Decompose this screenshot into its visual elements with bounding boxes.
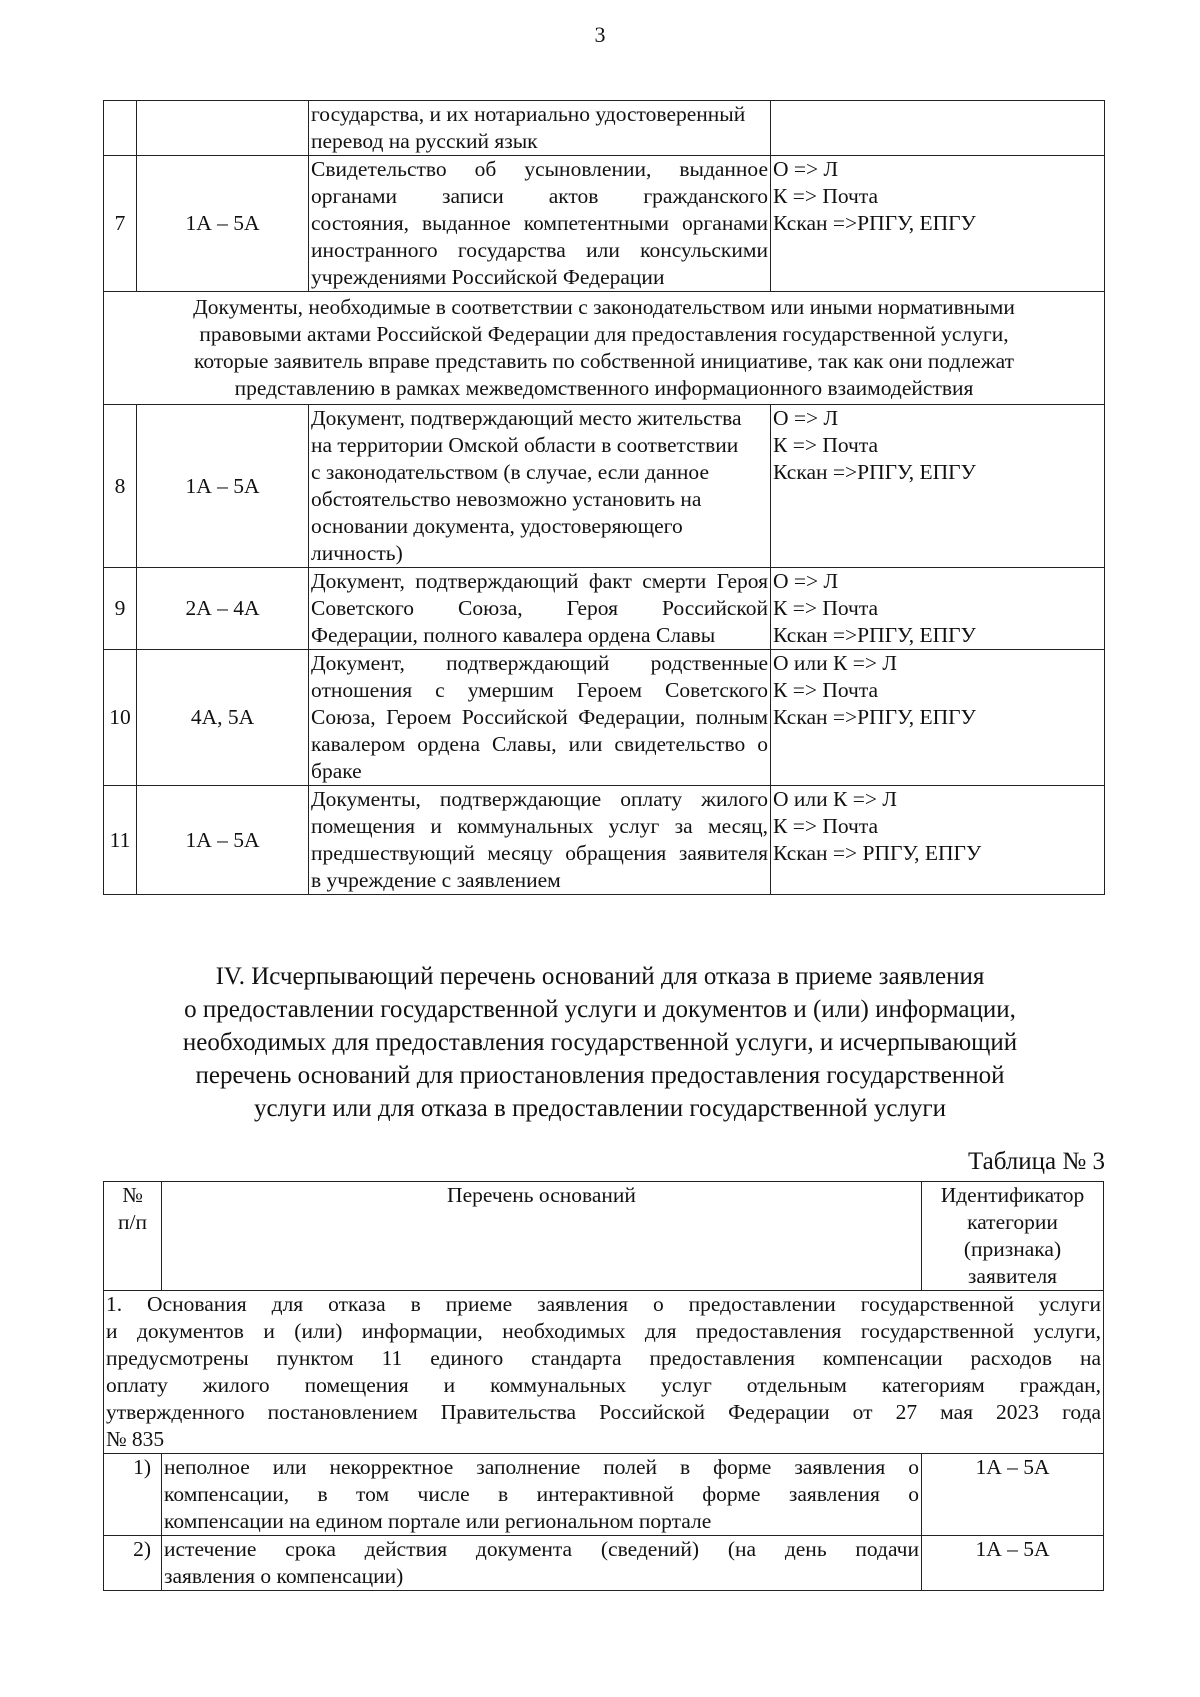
method-line: К => Почта [773,433,879,457]
method-line: О => Л [773,406,839,430]
description-line: с законодательством (в случае, если данное [311,460,709,484]
description-line: на территории Омской области в соответствии [311,433,739,457]
block-line: предусмотрены пунктом 11 единого стандарта предоставления компенсации расходов на [106,1346,1101,1370]
row-category: 1А – 5А [922,1536,1104,1591]
title-line: услуги или для отказа в предоставлении государственной услуги [253,1095,947,1122]
description-line: браке [311,759,362,783]
row-text-line: заявления о компенсации) [164,1564,404,1588]
table-row [104,786,1105,895]
table-row [104,405,1105,568]
row-number: 8 [104,405,137,568]
table-header-row [104,1182,1104,1291]
method-line: О или К => Л [773,651,897,675]
row-number: 9 [104,568,137,650]
block-row [104,1291,1104,1454]
description-line: обстоятельство невозможно установить на [311,487,702,511]
block-line: 1. Основания для отказа в приеме заявления о предоставлении государственной услуги [106,1292,1101,1316]
description-line: иностранного государства или консульскими [311,238,768,262]
row-number: 11 [104,786,137,895]
row-description [309,405,771,568]
row-number: 1) [104,1454,162,1536]
row-category: 1А – 5А [137,156,309,292]
description-line: Документ, подтверждающий родственные [311,651,768,675]
refusal-grounds-table [103,1181,1104,1591]
description-line: кавалером ордена Славы, или свидетельство о [311,732,768,756]
row-category: 1А – 5А [137,786,309,895]
title-line: необходимых для предоставления государственной услуги, и исчерпывающий [182,1029,1018,1056]
row-method-cell [771,101,1105,156]
row-category: 1А – 5А [922,1454,1104,1536]
header-line: категории [967,1210,1058,1234]
row-category-cell [137,101,309,156]
title-line: IV. Исчерпывающий перечень оснований для отказа в приеме заявления [215,963,985,990]
description-line: Свидетельство об усыновлении, выданное [311,157,768,181]
description-line: Советского Союза, Героя Российской [311,596,768,620]
block-line: и документов и (или) информации, необходимых для предоставления государственной услуги, [106,1319,1101,1343]
description-line: Федерации, полного кавалера ордена Славы [311,623,716,647]
row-text-line: компенсации, в том числе в интерактивной форме заявления о [164,1482,919,1506]
section-heading-line: которые заявитель вправе представить по собственной инициативе, так как они подлежат [193,349,1015,373]
row-description [309,786,771,895]
method-line: К => Почта [773,814,879,838]
row-text-line: истечение срока действия документа (сведений) (на день подачи [164,1537,919,1561]
description-line: государства, и их нотариально удостоверенный [311,102,746,126]
header-list: Перечень оснований [162,1182,922,1291]
block-line: № 835 [106,1427,165,1451]
row-description-cell [309,101,771,156]
method-line: О => Л [773,157,839,181]
header-line: п/п [118,1210,147,1234]
row-category: 1А – 5А [137,405,309,568]
description-line: личность) [311,541,403,565]
grounds-block [104,1291,1104,1454]
block-line: оплату жилого помещения и коммунальных услуг отдельным категориям граждан, [106,1373,1101,1397]
description-line: состояния, выданное компетентными органами [311,211,768,235]
description-line: Документ, подтверждающий место жительства [311,406,742,430]
row-num-cell [104,101,137,156]
row-text-line: неполное или некорректное заполнение полей в форме заявления о [164,1455,919,1479]
method-line: Кскан =>РПГУ, ЕПГУ [773,460,976,484]
row-number: 2) [104,1536,162,1591]
documents-table [103,100,1105,895]
row-description [309,650,771,786]
row-methods [771,568,1105,650]
method-line: О => Л [773,569,839,593]
description-line: перевод на русский язык [311,129,538,153]
title-line: о предоставлении государственной услуги и документов и (или) информации, [184,996,1016,1023]
table-row [104,1454,1104,1536]
description-line: учреждениями Российской Федерации [311,265,665,289]
header-number [104,1182,162,1291]
table-row [104,156,1105,292]
row-number: 7 [104,156,137,292]
description-line: Документ, подтверждающий факт смерти Героя [311,569,768,593]
section-heading-line: представлению в рамках межведомственного информационного взаимодействия [234,376,974,400]
table-row [104,650,1105,786]
row-methods [771,650,1105,786]
description-line: Документы, подтверждающие оплату жилого [311,787,768,811]
row-methods [771,786,1105,895]
row-methods [771,405,1105,568]
header-line: № [122,1183,143,1207]
description-line: помещения и коммунальных услуг за месяц, [311,814,768,838]
header-line: (признака) [963,1237,1062,1261]
description-line: Союза, Героем Российской Федерации, полным [311,705,768,729]
table-caption: Таблица № 3 [967,1148,1105,1175]
row-methods [771,156,1105,292]
header-identifier [922,1182,1104,1291]
row-text [162,1454,922,1536]
section-heading-line: Документы, необходимые в соответствии с законодательством или иными нормативными [193,295,1015,319]
table-row-continuation [104,101,1105,156]
row-number: 10 [104,650,137,786]
method-line: К => Почта [773,184,879,208]
method-line: Кскан =>РПГУ, ЕПГУ [773,705,976,729]
method-line: Кскан =>РПГУ, ЕПГУ [773,623,976,647]
row-description [309,568,771,650]
method-line: Кскан =>РПГУ, ЕПГУ [773,211,976,235]
section-heading-row [104,292,1105,405]
row-text [162,1536,922,1591]
row-category: 4А, 5А [137,650,309,786]
description-line: предшествующий месяцу обращения заявителя [311,841,768,865]
title-line: перечень оснований для приостановления предоставления государственной [195,1062,1005,1089]
method-line: К => Почта [773,596,879,620]
table-row [104,568,1105,650]
row-category: 2А – 4А [137,568,309,650]
description-line: органами записи актов гражданского [311,184,768,208]
method-line: Кскан => РПГУ, ЕПГУ [773,841,982,865]
header-line: Идентификатор [940,1183,1085,1207]
method-line: О или К => Л [773,787,897,811]
row-description [309,156,771,292]
header-line: заявителя [967,1264,1058,1288]
row-text-line: компенсации на едином портале или региональном портале [164,1509,712,1533]
description-line: отношения с умершим Героем Советского [311,678,768,702]
section-heading-line: правовыми актами Российской Федерации для предоставления государственной услуги, [199,322,1009,346]
block-line: утвержденного постановлением Правительства Российской Федерации от 27 мая 2023 года [106,1400,1101,1424]
page-number: 3 [594,22,606,47]
section-heading [104,292,1105,405]
description-line: основании документа, удостоверяющего [311,514,683,538]
table-row [104,1536,1104,1591]
description-line: в учреждение с заявлением [311,868,561,892]
section-iv-title [100,960,1100,1125]
method-line: К => Почта [773,678,879,702]
